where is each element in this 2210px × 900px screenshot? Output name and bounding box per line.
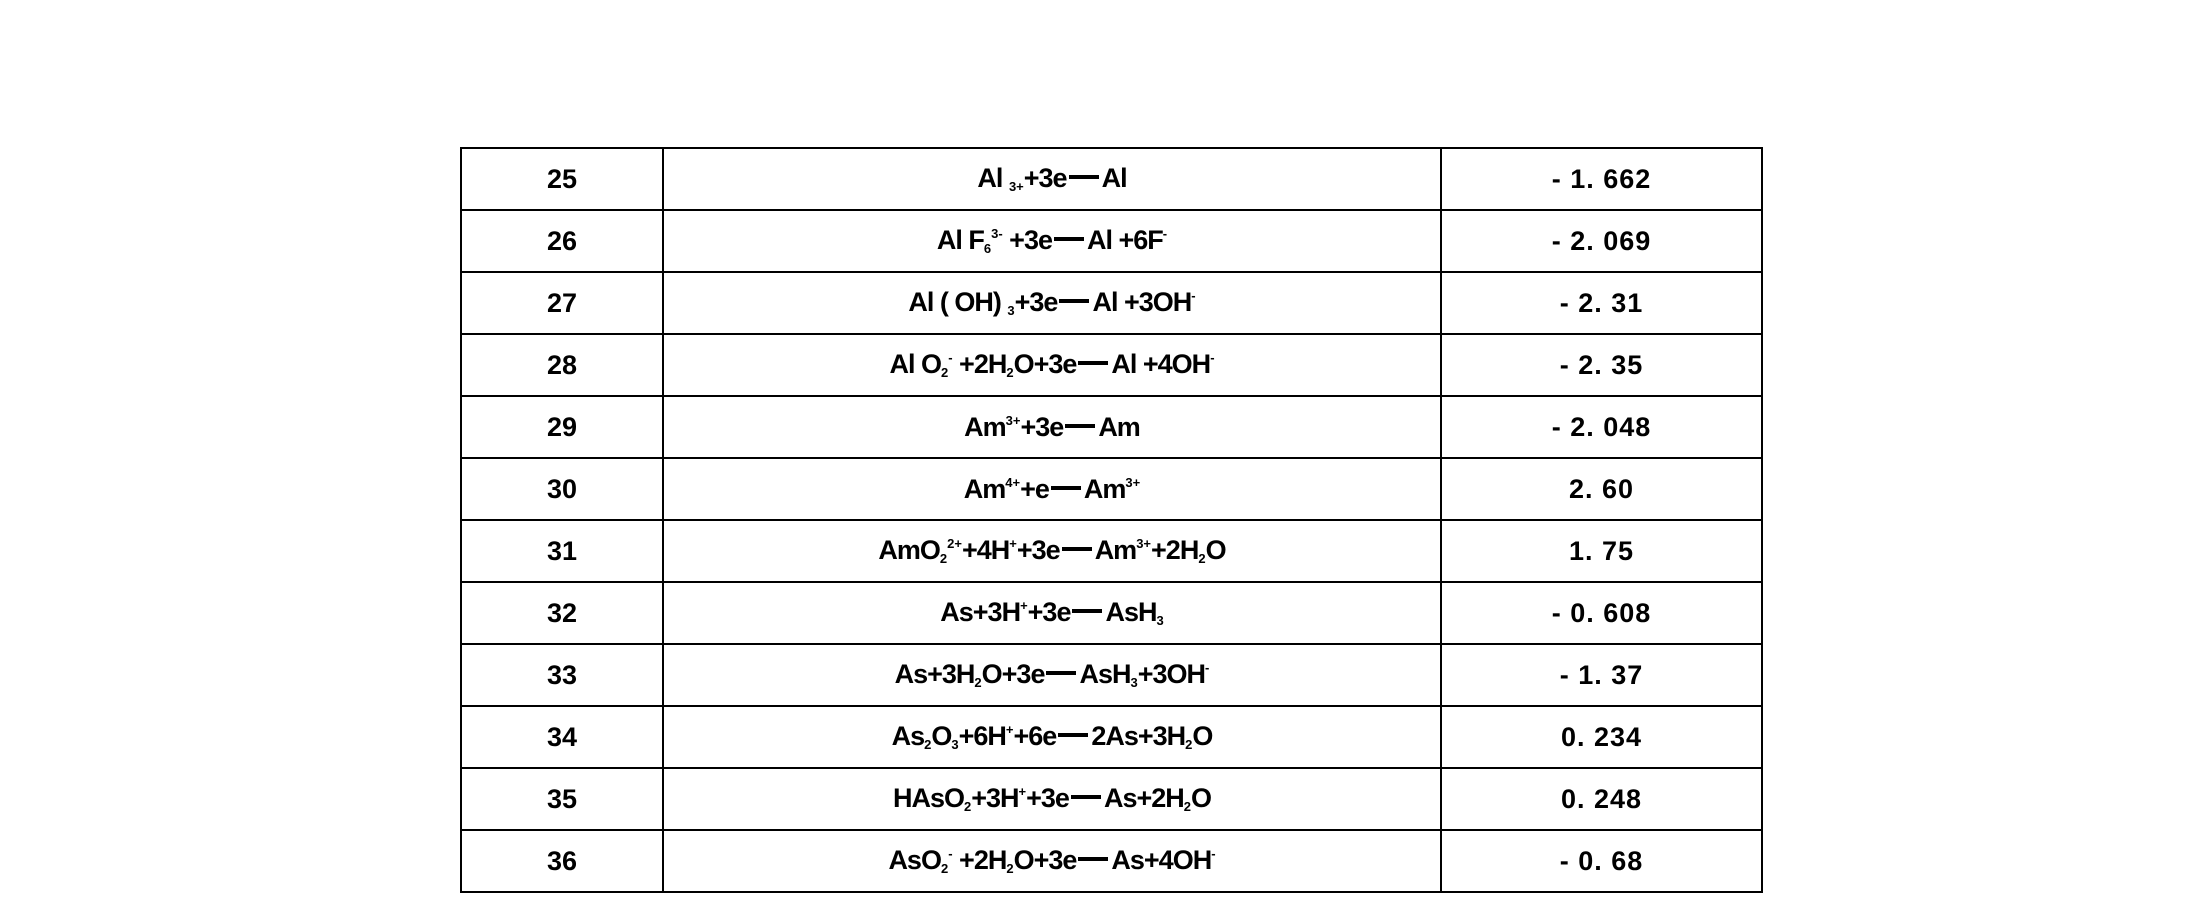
reaction-arrow bbox=[1059, 299, 1089, 303]
reaction-text: Al O bbox=[889, 349, 941, 379]
table-row bbox=[461, 272, 1762, 334]
superscript: 2+ bbox=[947, 536, 962, 551]
reaction-arrow bbox=[1072, 609, 1102, 613]
subscript: 3+ bbox=[1008, 179, 1024, 194]
subscript: 3 bbox=[1130, 675, 1138, 690]
reaction-text: Al bbox=[977, 163, 1009, 193]
reaction-text: 2As+3H bbox=[1091, 721, 1186, 751]
reaction-text: +2H bbox=[952, 845, 1007, 875]
reaction-text: Al F bbox=[936, 225, 984, 255]
half-reaction bbox=[663, 644, 1441, 706]
table-row bbox=[461, 830, 1762, 892]
half-reaction bbox=[663, 210, 1441, 272]
subscript: 2 bbox=[1006, 365, 1014, 380]
reaction-text: +6H bbox=[958, 721, 1006, 751]
reaction-text: O bbox=[1205, 535, 1226, 565]
reaction-text: +6e bbox=[1013, 721, 1057, 751]
standard-potential: - 0. 608 bbox=[1441, 582, 1762, 644]
table-row bbox=[461, 582, 1762, 644]
superscript: - bbox=[1210, 350, 1215, 365]
reaction-text: O+3e bbox=[981, 659, 1045, 689]
standard-potential: - 1. 37 bbox=[1441, 644, 1762, 706]
reaction-text: +2H bbox=[1151, 535, 1199, 565]
superscript: - bbox=[1191, 288, 1196, 303]
half-reaction bbox=[663, 768, 1441, 830]
standard-potential: - 2. 35 bbox=[1441, 334, 1762, 396]
reaction-text: +2H bbox=[952, 349, 1007, 379]
reaction-text: AsH bbox=[1079, 659, 1131, 689]
reaction-text: Al +6F bbox=[1086, 225, 1163, 255]
superscript: + bbox=[1005, 722, 1014, 737]
subscript: 2 bbox=[1185, 737, 1193, 752]
subscript: 3 bbox=[1156, 613, 1164, 628]
table-row bbox=[461, 644, 1762, 706]
table-row bbox=[461, 520, 1762, 582]
reaction-arrow bbox=[1078, 857, 1108, 861]
reaction-text: +3e bbox=[1014, 287, 1058, 317]
standard-potential: - 1. 662 bbox=[1441, 148, 1762, 210]
reaction-text: Al bbox=[1101, 163, 1127, 193]
reaction-text: Al +3OH bbox=[1092, 287, 1192, 317]
superscript: + bbox=[1009, 536, 1017, 551]
half-reaction bbox=[663, 830, 1441, 892]
standard-potential: - 2. 048 bbox=[1441, 396, 1762, 458]
reaction-text: Al ( OH) bbox=[908, 287, 1008, 317]
row-index: 25 bbox=[461, 148, 663, 210]
subscript: 2 bbox=[1183, 799, 1191, 814]
reaction-text: Am bbox=[1083, 473, 1126, 504]
superscript: 3- bbox=[991, 226, 1003, 241]
reaction-text: +3e bbox=[1020, 411, 1064, 442]
reaction-text: As bbox=[891, 721, 925, 751]
reaction-arrow bbox=[1051, 486, 1081, 490]
superscript: + bbox=[1020, 598, 1028, 613]
standard-potential: 0. 248 bbox=[1441, 768, 1762, 830]
table-row bbox=[461, 396, 1762, 458]
reaction-arrow bbox=[1046, 671, 1076, 675]
row-index: 34 bbox=[461, 706, 663, 768]
superscript: - bbox=[948, 846, 953, 861]
half-reaction bbox=[663, 458, 1441, 520]
reaction-text: As+4OH bbox=[1111, 845, 1212, 875]
reaction-arrow bbox=[1078, 361, 1108, 365]
subscript: 6 bbox=[983, 241, 992, 256]
standard-potential: - 2. 31 bbox=[1441, 272, 1762, 334]
row-index: 27 bbox=[461, 272, 663, 334]
row-index: 36 bbox=[461, 830, 663, 892]
reaction-arrow bbox=[1058, 733, 1088, 737]
reaction-text: O bbox=[931, 721, 952, 751]
table-row bbox=[461, 148, 1762, 210]
subscript: 2 bbox=[1006, 861, 1014, 876]
reaction-text: AsH bbox=[1105, 597, 1157, 627]
subscript: 2 bbox=[924, 737, 932, 752]
reaction-text: As+3H bbox=[894, 659, 975, 689]
row-index: 28 bbox=[461, 334, 663, 396]
reaction-text: +3OH bbox=[1137, 659, 1206, 689]
reaction-text: AmO bbox=[878, 535, 940, 565]
reaction-text: Am bbox=[963, 473, 1006, 504]
superscript: 3+ bbox=[1125, 474, 1141, 490]
reaction-arrow bbox=[1065, 424, 1095, 428]
potentials-table-container bbox=[460, 147, 1763, 893]
row-index: 33 bbox=[461, 644, 663, 706]
table-row bbox=[461, 334, 1762, 396]
reaction-text: O+3e bbox=[1013, 845, 1077, 875]
superscript: 3+ bbox=[1136, 536, 1152, 551]
reaction-text: O bbox=[1190, 783, 1211, 813]
subscript: 2 bbox=[964, 799, 972, 814]
table-row bbox=[461, 210, 1762, 272]
half-reaction bbox=[663, 334, 1441, 396]
row-index: 35 bbox=[461, 768, 663, 830]
row-index: 32 bbox=[461, 582, 663, 644]
subscript: 2 bbox=[1198, 551, 1206, 566]
reaction-text: +3e bbox=[1002, 225, 1052, 255]
reaction-text: +4H bbox=[961, 535, 1010, 565]
subscript: 3 bbox=[951, 737, 959, 752]
standard-potential: 1. 75 bbox=[1441, 520, 1762, 582]
reaction-text: +3e bbox=[1023, 163, 1067, 193]
half-reaction bbox=[663, 582, 1441, 644]
standard-potential: - 2. 069 bbox=[1441, 210, 1762, 272]
superscript: - bbox=[1205, 660, 1210, 675]
half-reaction bbox=[663, 706, 1441, 768]
reaction-text: +e bbox=[1020, 473, 1049, 504]
subscript: 3 bbox=[1007, 303, 1015, 318]
reaction-text: Am bbox=[964, 411, 1006, 442]
half-reaction bbox=[663, 396, 1441, 458]
row-index: 31 bbox=[461, 520, 663, 582]
row-index: 26 bbox=[461, 210, 663, 272]
superscript: - bbox=[1211, 846, 1216, 861]
half-reaction bbox=[663, 520, 1441, 582]
reaction-arrow bbox=[1054, 237, 1084, 241]
subscript: 2 bbox=[974, 675, 982, 690]
reaction-text: O+3e bbox=[1013, 349, 1077, 379]
row-index: 30 bbox=[461, 458, 663, 520]
table-body bbox=[461, 148, 1762, 892]
half-reaction bbox=[663, 148, 1441, 210]
superscript: 3+ bbox=[1005, 412, 1021, 428]
electrode-potentials-table bbox=[460, 147, 1763, 893]
reaction-text: +3H bbox=[971, 783, 1019, 813]
reaction-text: Am bbox=[1098, 411, 1140, 442]
reaction-text: O bbox=[1192, 721, 1213, 751]
superscript: + bbox=[1018, 784, 1027, 799]
superscript: - bbox=[1162, 226, 1168, 241]
reaction-arrow bbox=[1071, 795, 1101, 799]
reaction-text: +3e bbox=[1026, 783, 1069, 813]
subscript: 2 bbox=[939, 551, 948, 566]
subscript: 2 bbox=[940, 861, 949, 876]
table-row bbox=[461, 458, 1762, 520]
reaction-text: AsO bbox=[888, 845, 941, 875]
row-index: 29 bbox=[461, 396, 663, 458]
reaction-text: Al +4OH bbox=[1111, 349, 1211, 379]
reaction-text: HAsO bbox=[893, 783, 965, 813]
half-reaction bbox=[663, 272, 1441, 334]
superscript: 4+ bbox=[1005, 474, 1021, 490]
reaction-text: +3e bbox=[1016, 535, 1060, 565]
reaction-text: +3e bbox=[1027, 597, 1071, 627]
reaction-text: Am bbox=[1094, 535, 1137, 565]
standard-potential: 0. 234 bbox=[1441, 706, 1762, 768]
superscript: - bbox=[948, 350, 953, 365]
table-row bbox=[461, 706, 1762, 768]
subscript: 2 bbox=[940, 365, 949, 380]
standard-potential: 2. 60 bbox=[1441, 458, 1762, 520]
reaction-arrow bbox=[1069, 175, 1099, 179]
reaction-text: As+2H bbox=[1103, 783, 1184, 813]
reaction-text: As+3H bbox=[940, 597, 1021, 627]
reaction-arrow bbox=[1062, 547, 1092, 551]
standard-potential: - 0. 68 bbox=[1441, 830, 1762, 892]
table-row bbox=[461, 768, 1762, 830]
